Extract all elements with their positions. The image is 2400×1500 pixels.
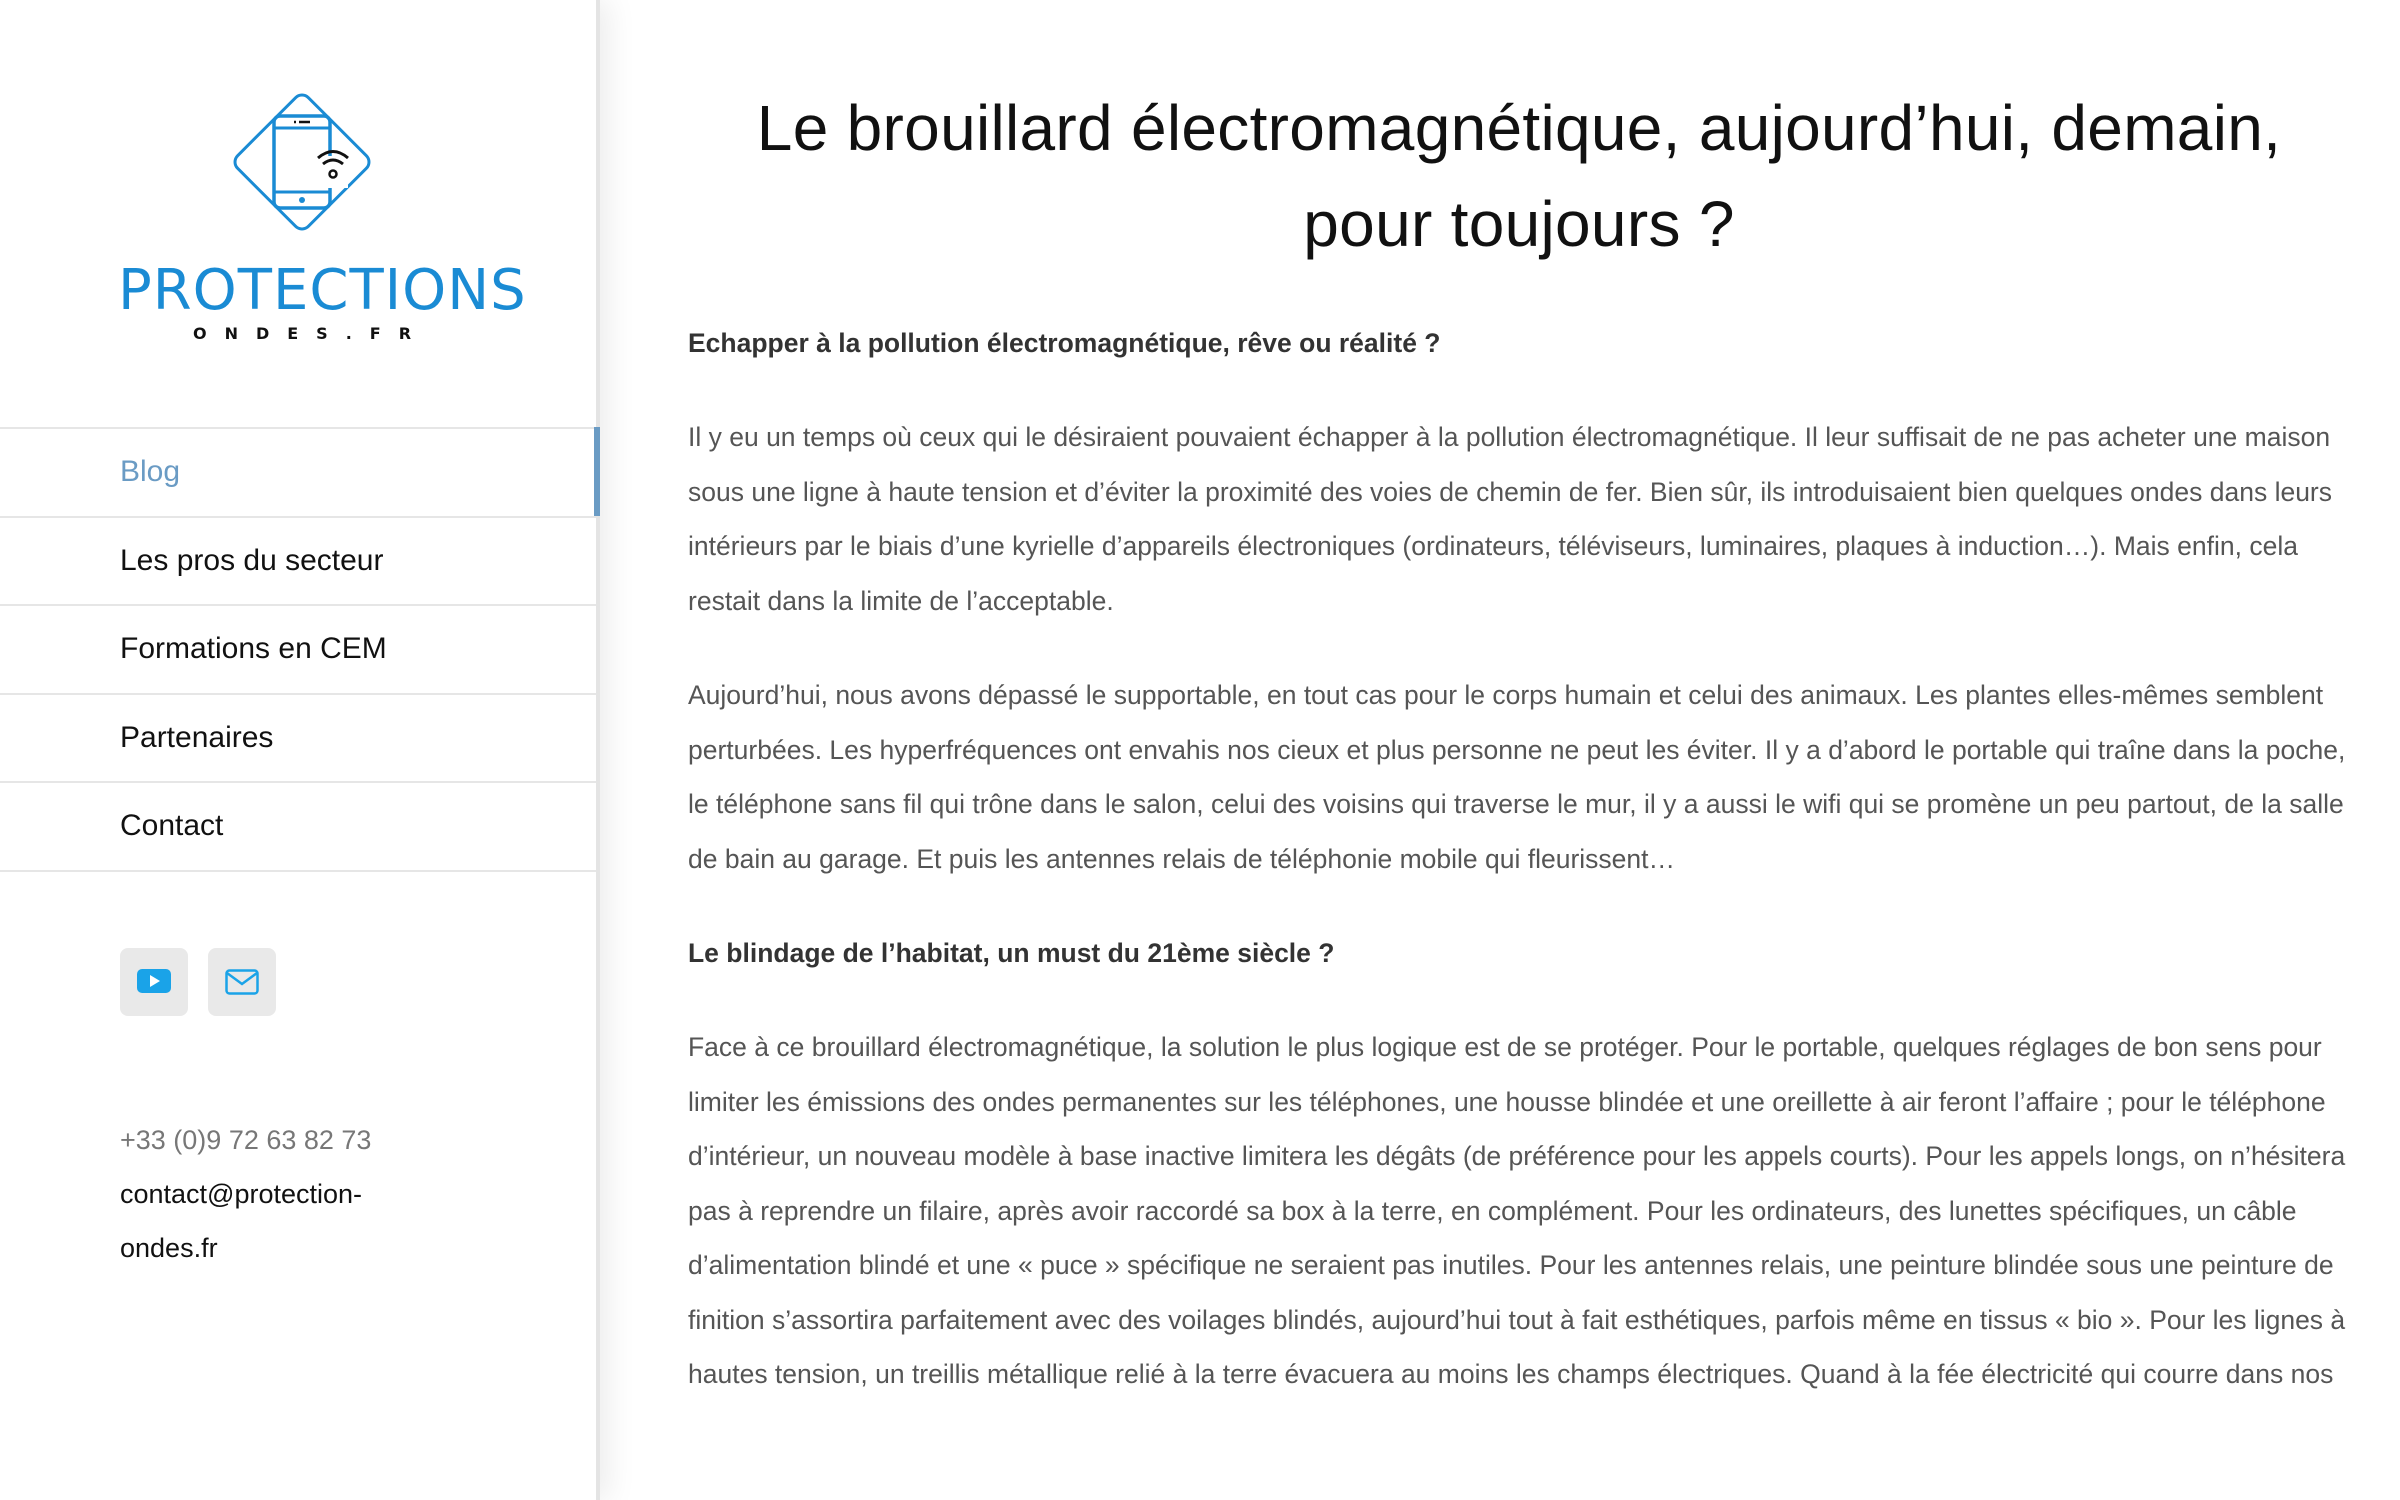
article-paragraph: Aujourd’hui, nous avons dépassé le supportable, en tout cas pour le corps humain et celui des animaux. Les plantes elles-mêmes semblent perturbées. Les hyperfréquences ont envahis nos cieux et plus personne ne peut les éviter. Il y a d’abord le portable qui traîne dans la poche, le téléphone sans fil qui trône dans le salon, celui des voisins qui traverse le mur, il y a aussi le wifi qui se promène un peu partout, de la salle de bain au garage. Et puis les antennes relais de téléphonie mobile qui fleurissent… (688, 680, 2346, 874)
nav-item-contact (0, 783, 596, 872)
social-links (120, 948, 276, 1016)
phone-wifi-logo-icon (218, 78, 386, 246)
email-link[interactable]: contact@protection-ondes.fr (120, 1179, 363, 1263)
nav-link-contact[interactable]: Contact (120, 809, 224, 842)
nav-link-pros-du-secteur[interactable]: Les pros du secteur (120, 543, 384, 577)
article-paragraph: Il y eu un temps où ceux qui le désiraient pouvaient échapper à la pollution électromagnétique. Il leur suffisait de ne pas acheter une maison sous une ligne à haute tension et d’éviter la proximité des voies de chemin de fer. Bien sûr, ils introduisaient bien quelques ondes dans leurs intérieurs par le biais d’une kyrielle d’appareils électroniques (ordinateurs, téléviseurs, luminaires, plaques à induction…). Mais enfin, cela restait dans la limite de l’acceptable. (688, 422, 2333, 616)
contact-info (120, 1113, 420, 1275)
main-content (688, 0, 2350, 1442)
article-paragraph: Face à ce brouillard électromagnétique, la solution le plus logique est de se protéger. Pour le portable, quelques réglages de bon sens pour limiter les émissions des ondes permanentes sur les téléphones, une housse blindée et une oreillette à air feront l’affaire ; pour le téléphone d’intérieur, un nouveau modèle à base inactive limitera les dégâts (de préférence pour les appels courts). Pour les appels longs, on n’hésitera pas à reprendre un filaire, après avoir raccordé sa box à la terre, en complément. Pour les ordinateurs, des lunettes spécifiques, un câble d’alimentation blindé et une « puce » spécifique ne seraient pas inutiles. Pour les antennes relais, une peinture blindée sous une peinture de finition s’assortira parfaitement avec des voilages blindés, aujourd’hui tout à fait esthétiques, parfois même en tissus « bio ». Pour les lignes à hautes tension, un treillis métallique relié à la terre évacuera au moins les champs électriques. Quand à la fée électricité qui courre dans nos (688, 1032, 2346, 1389)
section-heading: Le blindage de l’habitat, un must du 21ème siècle ? (688, 938, 1335, 968)
nav-link-blog[interactable]: Blog (120, 455, 181, 488)
youtube-icon (137, 969, 171, 995)
mail-icon (225, 969, 259, 995)
phone-number: +33 (0)9 72 63 82 73 (120, 1125, 372, 1155)
article-body (688, 316, 2350, 1402)
nav-item-partenaires (0, 695, 596, 784)
nav-link-partenaires[interactable]: Partenaires (120, 720, 274, 754)
sidebar-nav (0, 427, 596, 872)
nav-item-pros (0, 518, 596, 607)
logo-subtitle: ONDES.FR (192, 324, 430, 343)
nav-link-formations-cem[interactable]: Formations en CEM (120, 632, 387, 665)
nav-item-formations (0, 606, 596, 695)
nav-item-blog (0, 429, 596, 518)
email-button[interactable] (208, 948, 276, 1016)
logo-wordmark: PROTECTIONS (118, 258, 527, 323)
sidebar (0, 0, 600, 1500)
site-logo[interactable] (118, 78, 527, 350)
youtube-button[interactable] (120, 948, 188, 1016)
section-heading: Echapper à la pollution électromagnétique, rêve ou réalité ? (688, 328, 1441, 358)
page-title: Le brouillard électromagnétique, aujourd’hui, demain, pour toujours ? (756, 92, 2282, 260)
